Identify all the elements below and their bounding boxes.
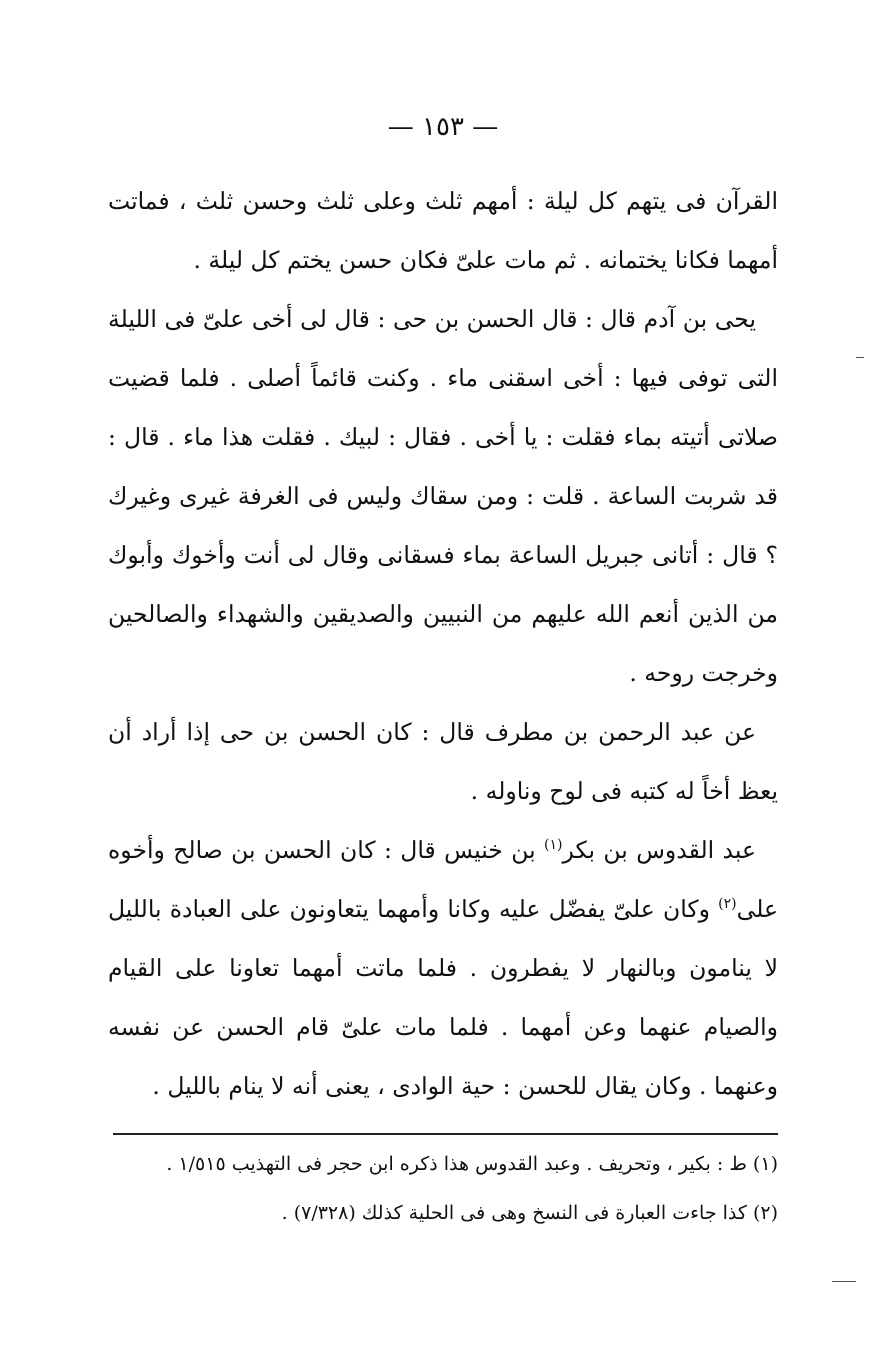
footnote-ref-1: (١) [544,837,563,854]
footnote-divider [113,1133,778,1135]
main-text [108,172,778,1116]
paragraph-3-text: كان الحسن بن حى إذا أراد أن يعظ أخاً له كتبه فى لوح وناوله . [108,718,778,805]
paragraph-3-lead: عن عبد الرحمن بن مطرف قال : [421,718,756,746]
footnote-2: (٢) كذا جاءت العبارة فى النسخ وهى فى الحلية كذلك (٧/٣٢٨) . [281,1202,778,1224]
paragraph-1 [108,172,778,290]
paragraph-2-lead: يحى بن آدم قال : قال الحسن بن حى : [377,305,756,333]
page-number: — ١٥٣ — [387,112,499,142]
paragraph-4-lead-b: بن خنيس قال : كان الحسن بن صالح وأخوه على [108,836,778,923]
paragraph-4 [108,821,778,1116]
paragraph-2 [108,290,778,703]
margin-mark [832,1281,856,1282]
margin-mark [856,357,864,358]
paragraph-3 [108,703,778,821]
paragraph-4-text: وكان علىّ يفضّل عليه وكانا وأمهما يتعاونون على العبادة بالليل لا ينامون وبالنهار لا يفطرون . فلما ماتت أمهما تعاونا على القيام والصيام عنهما وعن أمهما . فلما مات علىّ قام الحسن عن نفسه وعنهما . وكان يقال للحسن : حية الوادى ، يعنى أنه لا ينام بالليل . [108,895,778,1100]
paragraph-1-text: القرآن فى يتهم كل ليلة : أمهم ثلث وعلى ثلث وحسن ثلث ، فماتت أمهما فكانا يختمانه . ثم مات علىّ فكان حسن يختم كل ليلة . [108,187,778,274]
footnotes [118,1140,778,1238]
footnote-ref-2: (٢) [718,896,737,913]
paragraph-4-lead-a: عبد القدوس بن بكر [562,836,756,864]
paragraph-2-text: قال لى أخى علىّ فى الليلة التى توفى فيها : أخى اسقنى ماء . وكنت قائماً أصلى . فلما قضيت صلاتى أتيته بماء فقلت : يا أخى . فقال : لبيك . فقلت هذا ماء . قال : قد شربت الساعة . قلت : ومن سقاك وليس فى الغرفة غيرى وغيرك ؟ قال : أتانى جبريل الساعة بماء فسقانى وقال لى أنت وأخوك وأبوك من الذين أنعم الله عليهم من النبيين والصديقين والشهداء والصالحين وخرجت روحه . [108,305,778,687]
footnote-1: (١) ط : بكير ، وتحريف . وعبد القدوس هذا ذكره ابن حجر فى التهذيب ١/٥١٥ . [166,1153,778,1175]
